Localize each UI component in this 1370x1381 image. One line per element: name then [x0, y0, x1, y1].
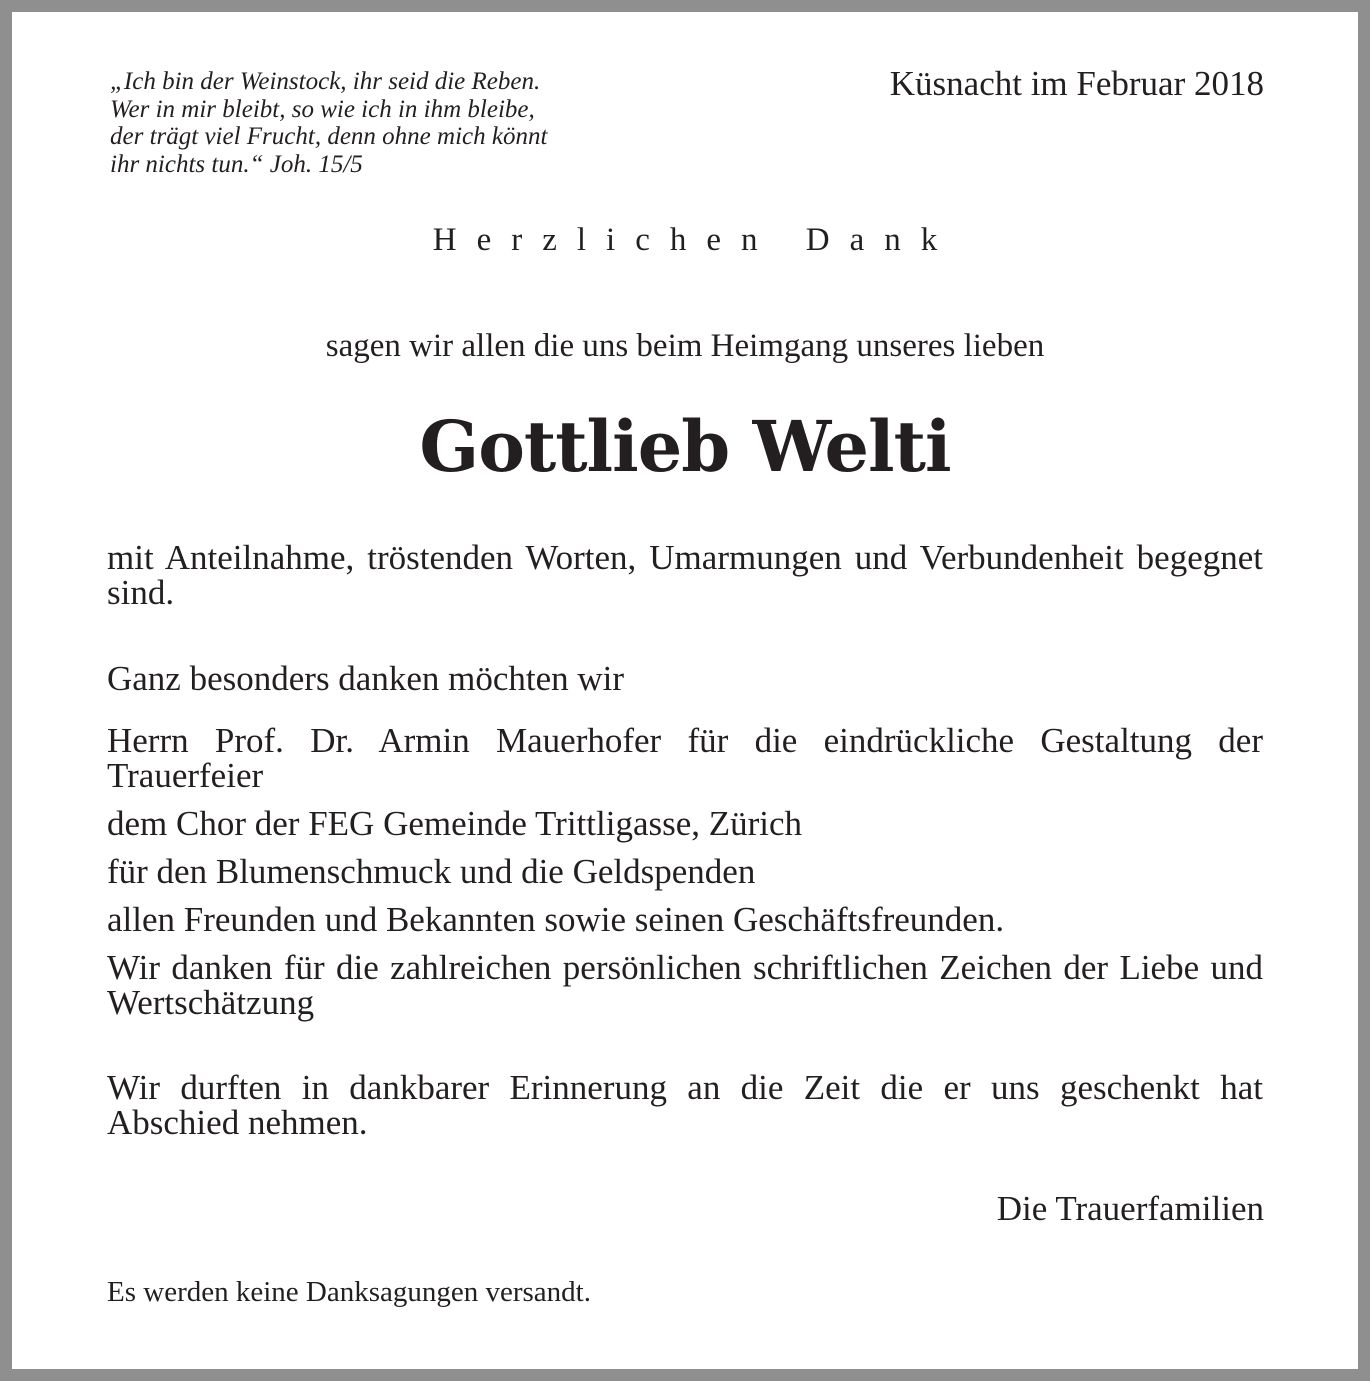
quote-line: „Ich bin der Weinstock, ihr seid die Reben. [110, 68, 541, 95]
bible-quote [110, 68, 670, 178]
farewell-text: Wir durften in dankbarer Erinnerung an die Zeit die er uns geschenkt hat Abschied nehmen. [107, 1068, 1263, 1142]
obituary-notice [12, 12, 1358, 1369]
thanks-item: dem Chor der FEG Gemeinde Trittligasse, Zürich [107, 804, 803, 843]
intro-text: sagen wir allen die uns beim Heimgang unseres lieben [325, 328, 1045, 364]
deceased-name: Gottlieb Welti [419, 405, 951, 488]
special-thanks-intro: Ganz besonders danken möchten wir [107, 659, 625, 698]
place-date: Küsnacht im Februar 2018 [889, 64, 1264, 103]
thanks-item: für den Blumenschmuck und die Geldspenden [107, 852, 756, 891]
quote-line: Wer in mir bleibt, so wie ich in ihm bleibe, [110, 95, 535, 123]
footer-note: Es werden keine Danksagungen versandt. [107, 1276, 591, 1308]
thanks-item: Wir danken für die zahlreichen persönlichen schriftlichen Zeichen der Liebe und Wertschätzung [107, 948, 1263, 1022]
signature: Die Trauerfamilien [996, 1189, 1264, 1228]
quote-line: ihr nichts tun.“ Joh. 15/5 [110, 150, 363, 178]
quote-line: der trägt viel Frucht, denn ohne mich könnt [110, 123, 548, 150]
thanks-item: Herrn Prof. Dr. Armin Mauerhofer für die eindrückliche Gestaltung der Trauerfeier [107, 721, 1263, 795]
condolence-text: mit Anteilnahme, tröstenden Worten, Umarmungen und Verbundenheit begegnet sind. [107, 538, 1263, 612]
heading: Herzlichen Dank [432, 222, 958, 258]
thanks-item: allen Freunden und Bekannten sowie seinen Geschäftsfreunden. [107, 900, 1005, 939]
